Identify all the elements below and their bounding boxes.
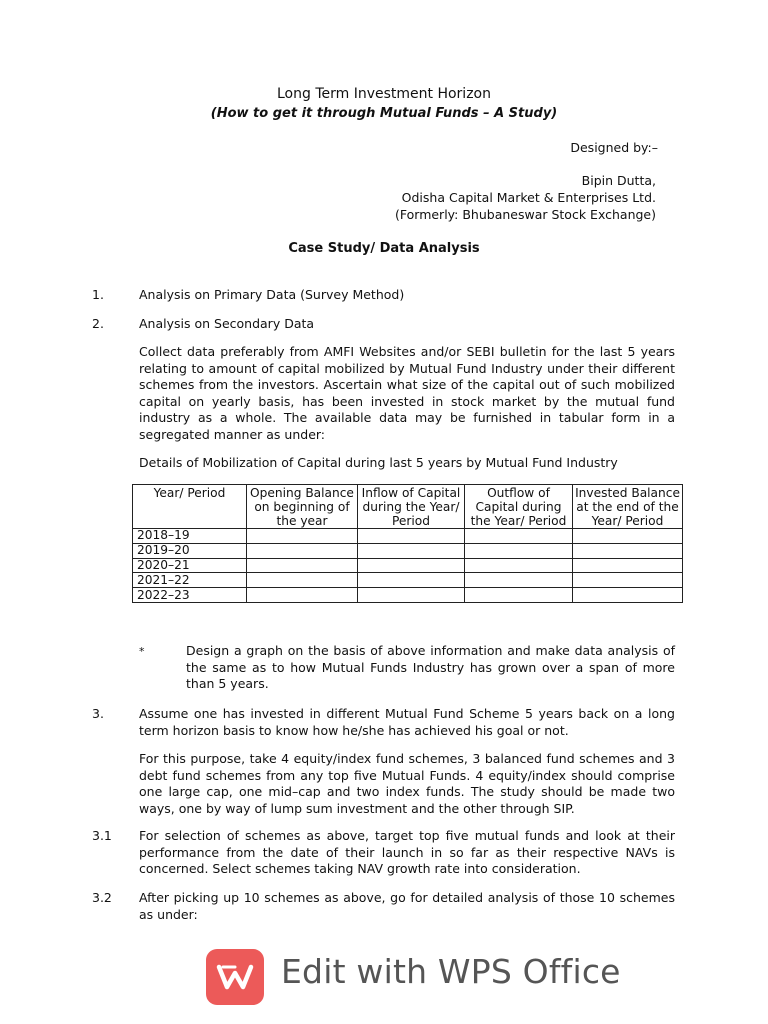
wps-w-mark-icon xyxy=(215,961,255,993)
table-cell xyxy=(573,558,683,573)
table-cell xyxy=(465,558,573,573)
table-header-cell: Year/ Period xyxy=(133,485,247,529)
table-cell xyxy=(465,573,573,588)
item-text: For selection of schemes as above, target top five mutual funds and look at their performance from the date of their launch in so far as their respective NAVs is concerned. Select schemes taking NAV growth rate into consideration. xyxy=(139,828,675,877)
table-cell xyxy=(573,543,683,558)
item-number: 1. xyxy=(92,287,104,302)
table-cell xyxy=(247,573,358,588)
document-title: Long Term Investment Horizon xyxy=(277,86,491,102)
item-number: 3.1 xyxy=(92,828,112,843)
wps-logo-icon[interactable] xyxy=(206,949,264,1005)
table-header-row xyxy=(133,485,683,529)
table-header-cell: Invested Balance at the end of the Year/ Period xyxy=(573,485,683,529)
table-cell xyxy=(358,588,465,603)
scheme-selection-paragraph: For this purpose, take 4 equity/index fund schemes, 3 balanced fund schemes and 3 debt fund schemes from any top five Mutual Funds. 4 equity/index should comprise one large cap, one mid–cap and two index funds. The study should be made two ways, one by way of lump sum investment and the other through SIP. xyxy=(139,751,675,816)
item-number: 3.2 xyxy=(92,890,112,905)
table-cell xyxy=(358,529,465,544)
table-cell xyxy=(358,543,465,558)
table-cell-year: 2018–19 xyxy=(133,529,247,544)
table-cell xyxy=(247,558,358,573)
graph-instruction-paragraph: Design a graph on the basis of above information and make data analysis of the same as to how Mutual Funds Industry has grown over a span of more than 5 years. xyxy=(186,643,675,692)
section-heading: Case Study/ Data Analysis xyxy=(288,241,480,256)
document-subtitle: (How to get it through Mutual Funds – A Study) xyxy=(210,106,558,121)
table-cell xyxy=(573,588,683,603)
table-row xyxy=(133,558,683,573)
wps-watermark-text[interactable]: Edit with WPS Office xyxy=(281,952,621,991)
table-cell xyxy=(465,543,573,558)
designed-by-label: Designed by:– xyxy=(570,140,658,155)
table-row xyxy=(133,573,683,588)
table-cell xyxy=(247,588,358,603)
table-header-cell: Outflow of Capital during the Year/ Period xyxy=(465,485,573,529)
table-row xyxy=(133,588,683,603)
table-cell xyxy=(247,543,358,558)
table-cell xyxy=(247,529,358,544)
table-cell xyxy=(573,573,683,588)
table-header-cell: Opening Balance on beginning of the year xyxy=(247,485,358,529)
item-text: Analysis on Secondary Data xyxy=(139,316,315,331)
table-cell xyxy=(465,529,573,544)
table-row xyxy=(133,529,683,544)
table-header-cell: Inflow of Capital during the Year/ Period xyxy=(358,485,465,529)
item-number: 2. xyxy=(92,316,104,331)
table-cell xyxy=(465,588,573,603)
table-cell-year: 2019–20 xyxy=(133,543,247,558)
table-cell xyxy=(358,558,465,573)
item-text: Assume one has invested in different Mutual Fund Scheme 5 years back on a long term horizon basis to know how he/she has achieved his goal or not. xyxy=(139,706,675,738)
table-row xyxy=(133,543,683,558)
mobilization-table xyxy=(132,484,683,603)
table-cell xyxy=(358,573,465,588)
author-block xyxy=(395,172,656,223)
bullet-marker: * xyxy=(139,645,145,658)
table-cell-year: 2022–23 xyxy=(133,588,247,603)
item-number: 3. xyxy=(92,706,104,721)
table-cell-year: 2021–22 xyxy=(133,573,247,588)
table-cell xyxy=(573,529,683,544)
item-text: After picking up 10 schemes as above, go for detailed analysis of those 10 schemes as under: xyxy=(139,890,675,922)
author-organization: Odisha Capital Market & Enterprises Ltd. xyxy=(401,190,656,205)
collect-data-paragraph: Collect data preferably from AMFI Websites and/or SEBI bulletin for the last 5 years relating to amount of capital mobilized by Mutual Fund Industry under their different schemes from the investors. Ascertain what size of the capital out of such mobilized capital on yearly basis, has been invested in stock market by the mutual fund industry as a whole. The available data may be furnished in tabular form in a segregated manner as under: xyxy=(139,344,675,442)
table-cell-year: 2020–21 xyxy=(133,558,247,573)
item-text: Analysis on Primary Data (Survey Method) xyxy=(139,287,405,302)
table-caption: Details of Mobilization of Capital during last 5 years by Mutual Fund Industry xyxy=(139,455,618,470)
author-former-name: (Formerly: Bhubaneswar Stock Exchange) xyxy=(395,207,656,222)
author-name: Bipin Dutta, xyxy=(581,173,656,188)
